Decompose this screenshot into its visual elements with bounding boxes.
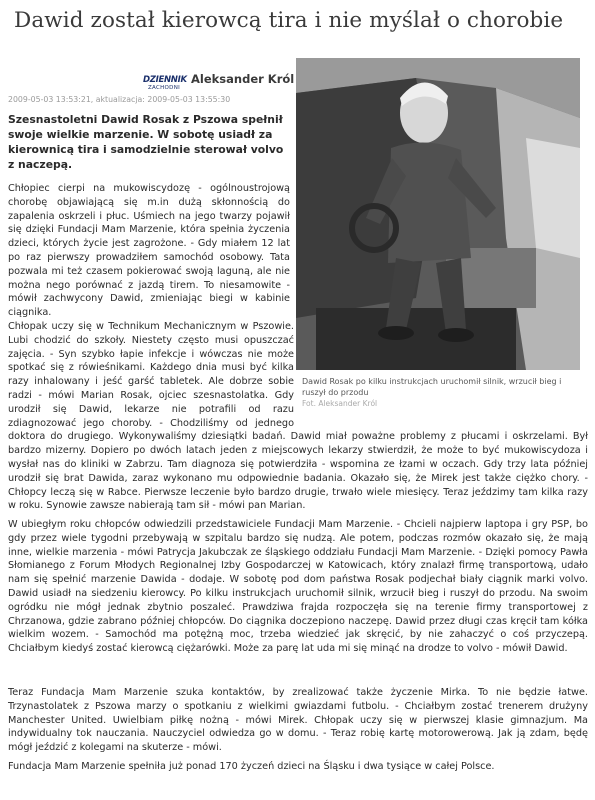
caption-text: Dawid Rosak po kilku instrukcjach uruchomił silnik, wrzucił bieg i ruszył do przodu [302, 377, 562, 397]
article-lead: Szesnastoletni Dawid Rosak z Pszowa spełnił swoje wielkie marzenie. W sobotę usiadł za kierownicą tira i samodzielnie sterował volvo z naczepą. [8, 113, 284, 171]
paragraph-2-text: Chłopak uczy się w Technikum Mechanicznym w Pszowie. Lubi chodzić do szkoły. Niestety często musi opuszczać zajęcia. - Syn szybko łapie infekcje i wówczas nie może spotkać się z rówieśnikami. Każdego dnia musi być kilka razy inhalowany i jeść garść tabletek. Ale dobrze sobie radzi - mówi Marian Rosak, ojciec szesnastolatka. Gdy urodził się Dawid, lekarze nie potrafili od razu zdiagnozować jego choroby. - Chodziliśmy od jednego doktora do drugiego. Wykonywaliśmy dziesiątki badań. Dawid miał poważne problemy z płucami i oskrzelami. Był bardzo mizerny. Dopiero po dwóch latach jeden z miejscowych lekarzy stwierdził, że może to być mukowiscydoza i wysłał nas do kliniki w Zabrzu. Tam diagnoza się potwierdziła - wspomina ze łzami w oczach. Gdy trzy lata później urodził się brat Dawida, zaraz wykonano mu odpowiednie badania. Okazało się, że Mirek jest także ciężko chory. - Chłopcy leczą się w Rabce. Pierwsze leczenie było bardzo drugie, trwało wiele miesięcy. Teraz jeździmy tam kilka razy w roku. Synowie zawsze nabierają tam sił - mówi pan Marian. [8, 321, 588, 512]
logo-line-2: ZACHODNI [147, 84, 181, 91]
photo-float-spacer [294, 320, 588, 430]
author-name: Aleksander Król [191, 72, 295, 86]
paragraph-3: W ubiegłym roku chłopców odwiedzili przedstawiciele Fundacji Mam Marzenie. - Chcieli najpierw laptopa i gry PSP, bo gdy przez wiele tygodni przebywają w szpitalu bardzo się nudzą. Ale potem, podczas rozmów okazało się, że mają inne, wielkie marzenia - mówi Patrycja Jakubczak ze śląskiego oddziału Fundacji Mam Marzenie. - Dzięki pomocy Pawła Słomianego z Forum Młodych Regionalnej Izby Gospodarczej w Katowicach, który znalazł firmę transportową, udało nam się spełnić marzenie Dawida - dodaje. W sobotę pod dom państwa Rosak podjechał biały ciągnik marki volvo. Dawid usiadł na siedzeniu kierowcy. Po kilku instrukcjach uruchomił silnik, wrzucił bieg i ruszył do przodu. Na swoim ogródku nie mógł jednak zbytnio poszaleć. Prawdziwa frajda rozpoczęła się na terenie firmy transportowej z Chrzanowa, gdzie zabrano później chłopców. Do ciągnika doczepiono naczepę. Dawid przez długi czas kręcił tam kółka wielkim wozem. - Samochód ma potężną moc, trzeba wiedzieć jak skręcić, by nie zahaczyć o coś przyczepą. Chciałbym kiedyś zostać kierowcą ciężarówki. Może za parę lat uda mi się minąć na drodze to volvo - mówił Dawid. [8, 519, 588, 655]
photo-credit: Fot. Aleksander Król [302, 399, 378, 408]
logo-line-1: DZIENNIK [143, 75, 187, 85]
paragraph-4: Teraz Fundacja Mam Marzenie szuka kontaktów, by zrealizować także życzenie Mirka. To nie będzie łatwe. Trzynastolatek z Pszowa marzy o spotkaniu z wielkimi gwiazdami futbolu. - Chciałbym zostać trenerem drużyny Manchester United. Uwielbiam piłkę nożną - mówi Mirek. Chłopak uczy się w pierwszej klasie gimnazjum. Ma indywidualny tok nauczania. Nauczyciel odwiedza go w domu. - Teraz robię kartę motorowerową. Jak ją zdam, będę mógł jeździć z kolegami na skuterze - mówi. [8, 687, 588, 754]
dziennik-zachodni-logo [143, 76, 185, 91]
paragraph-1: Chłopiec cierpi na mukowiscydozę - ogólnoustrojową chorobę objawiającą się m.in dużą skłonnością do zapalenia oskrzeli i płuc. Uśmiech na jego twarzy pojawił się dzięki Fundacji Mam Marzenie, która spełnia życzenia dzieci, których życie jest zagrożone. - Gdy miałem 12 lat po raz pierwszy prowadziłem samochód osobowy. Tata pozwala mi też czasem pokierować swoją laguną, ale nie można nego porównać z jazdą tirem. To niesamowite - mówił zachwycony Dawid, zmieniając biegi w kabinie ciągnika. [8, 183, 290, 319]
publish-dates: 2009-05-03 13:53:21, aktualizacja: 2009-05-03 13:55:30 [8, 95, 231, 104]
paragraph-5: Fundacja Mam Marzenie spełniła już ponad 170 życzeń dzieci na Śląsku i dwa tysiące w całej Polsce. [8, 761, 495, 772]
article-headline: Dawid został kierowcą tira i nie myślał o chorobie [14, 8, 564, 33]
